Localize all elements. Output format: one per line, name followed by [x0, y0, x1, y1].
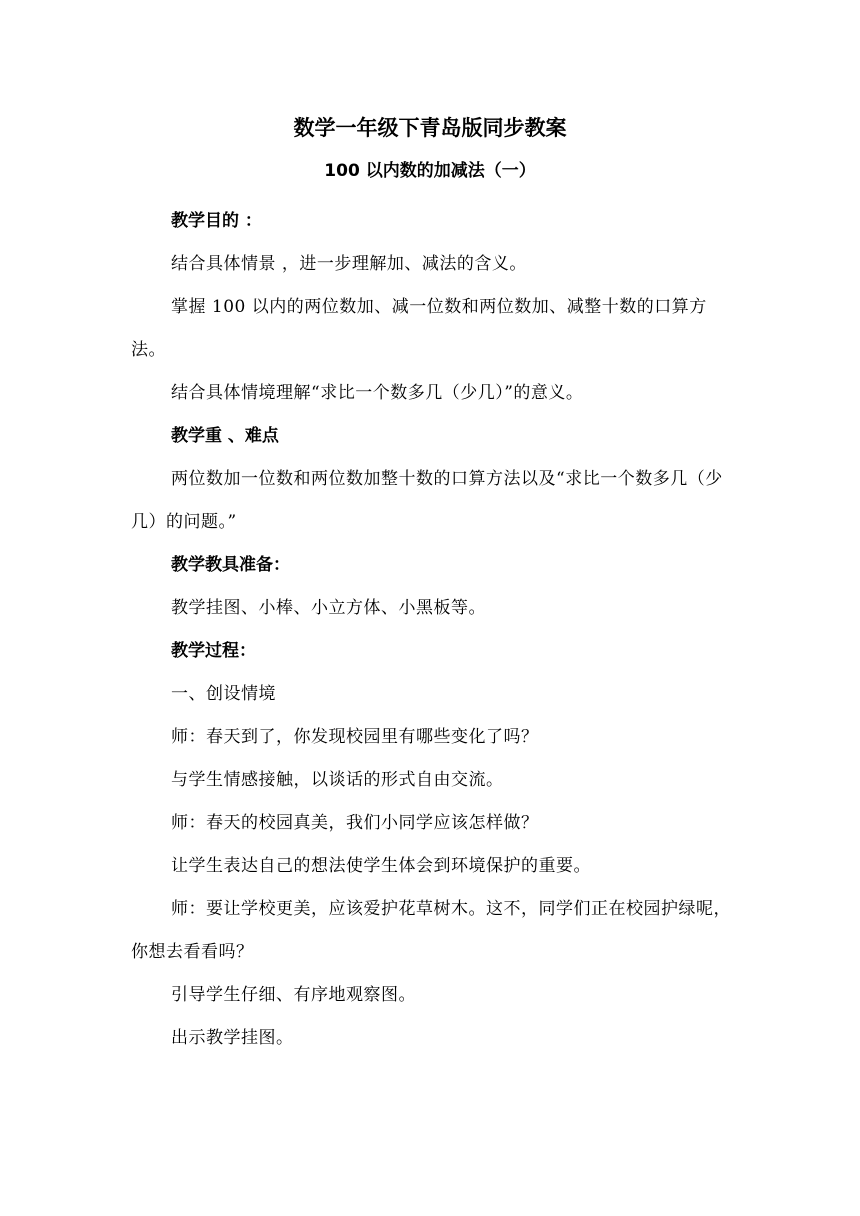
- paragraph: 引导学生仔细、有序地观察图。: [171, 985, 416, 1005]
- document-subtitle: 100 以内数的加减法（一）: [324, 161, 536, 181]
- document-title: 数学一年级下青岛版同步教案: [293, 116, 567, 140]
- paragraph: 两位数加一位数和两位数加整十数的口算方法以及“求比一个数多几（少几）的问题。”: [131, 469, 723, 532]
- paragraph: 一、创设情境: [171, 684, 276, 704]
- paragraph: 师：春天的校园真美，我们小同学应该怎样做？: [171, 813, 539, 833]
- paragraph: 结合具体情境理解“求比一个数多几（少几）”的意义。: [171, 383, 584, 403]
- paragraph: 与学生情感接触，以谈话的形式自由交流。: [171, 770, 504, 790]
- paragraph: 教学挂图、小棒、小立方体、小黑板等。: [171, 598, 486, 618]
- section-heading-key-points: 教学重 、难点: [171, 426, 279, 446]
- paragraph: 让学生表达自己的想法使学生体会到环境保护的重要。: [171, 856, 591, 876]
- document-body: [131, 200, 731, 1060]
- paragraph: 师：春天到了，你发现校园里有哪些变化了吗？: [171, 727, 539, 747]
- paragraph: 出示教学挂图。: [171, 1028, 294, 1048]
- paragraph: 掌握 100 以内的两位数加、减一位数和两位数加、减整十数的口算方法。: [131, 297, 707, 360]
- paragraph: 结合具体情景 ，进一步理解加、减法的含义。: [171, 254, 527, 274]
- section-heading-process: 教学过程：: [171, 641, 256, 661]
- section-heading-materials: 教学教具准备：: [171, 555, 290, 575]
- section-heading-objectives: 教学目的 ：: [171, 211, 262, 231]
- paragraph: 师：要让学校更美，应该爱护花草树木。这不，同学们正在校园护绿呢，你想去看看吗？: [131, 899, 731, 962]
